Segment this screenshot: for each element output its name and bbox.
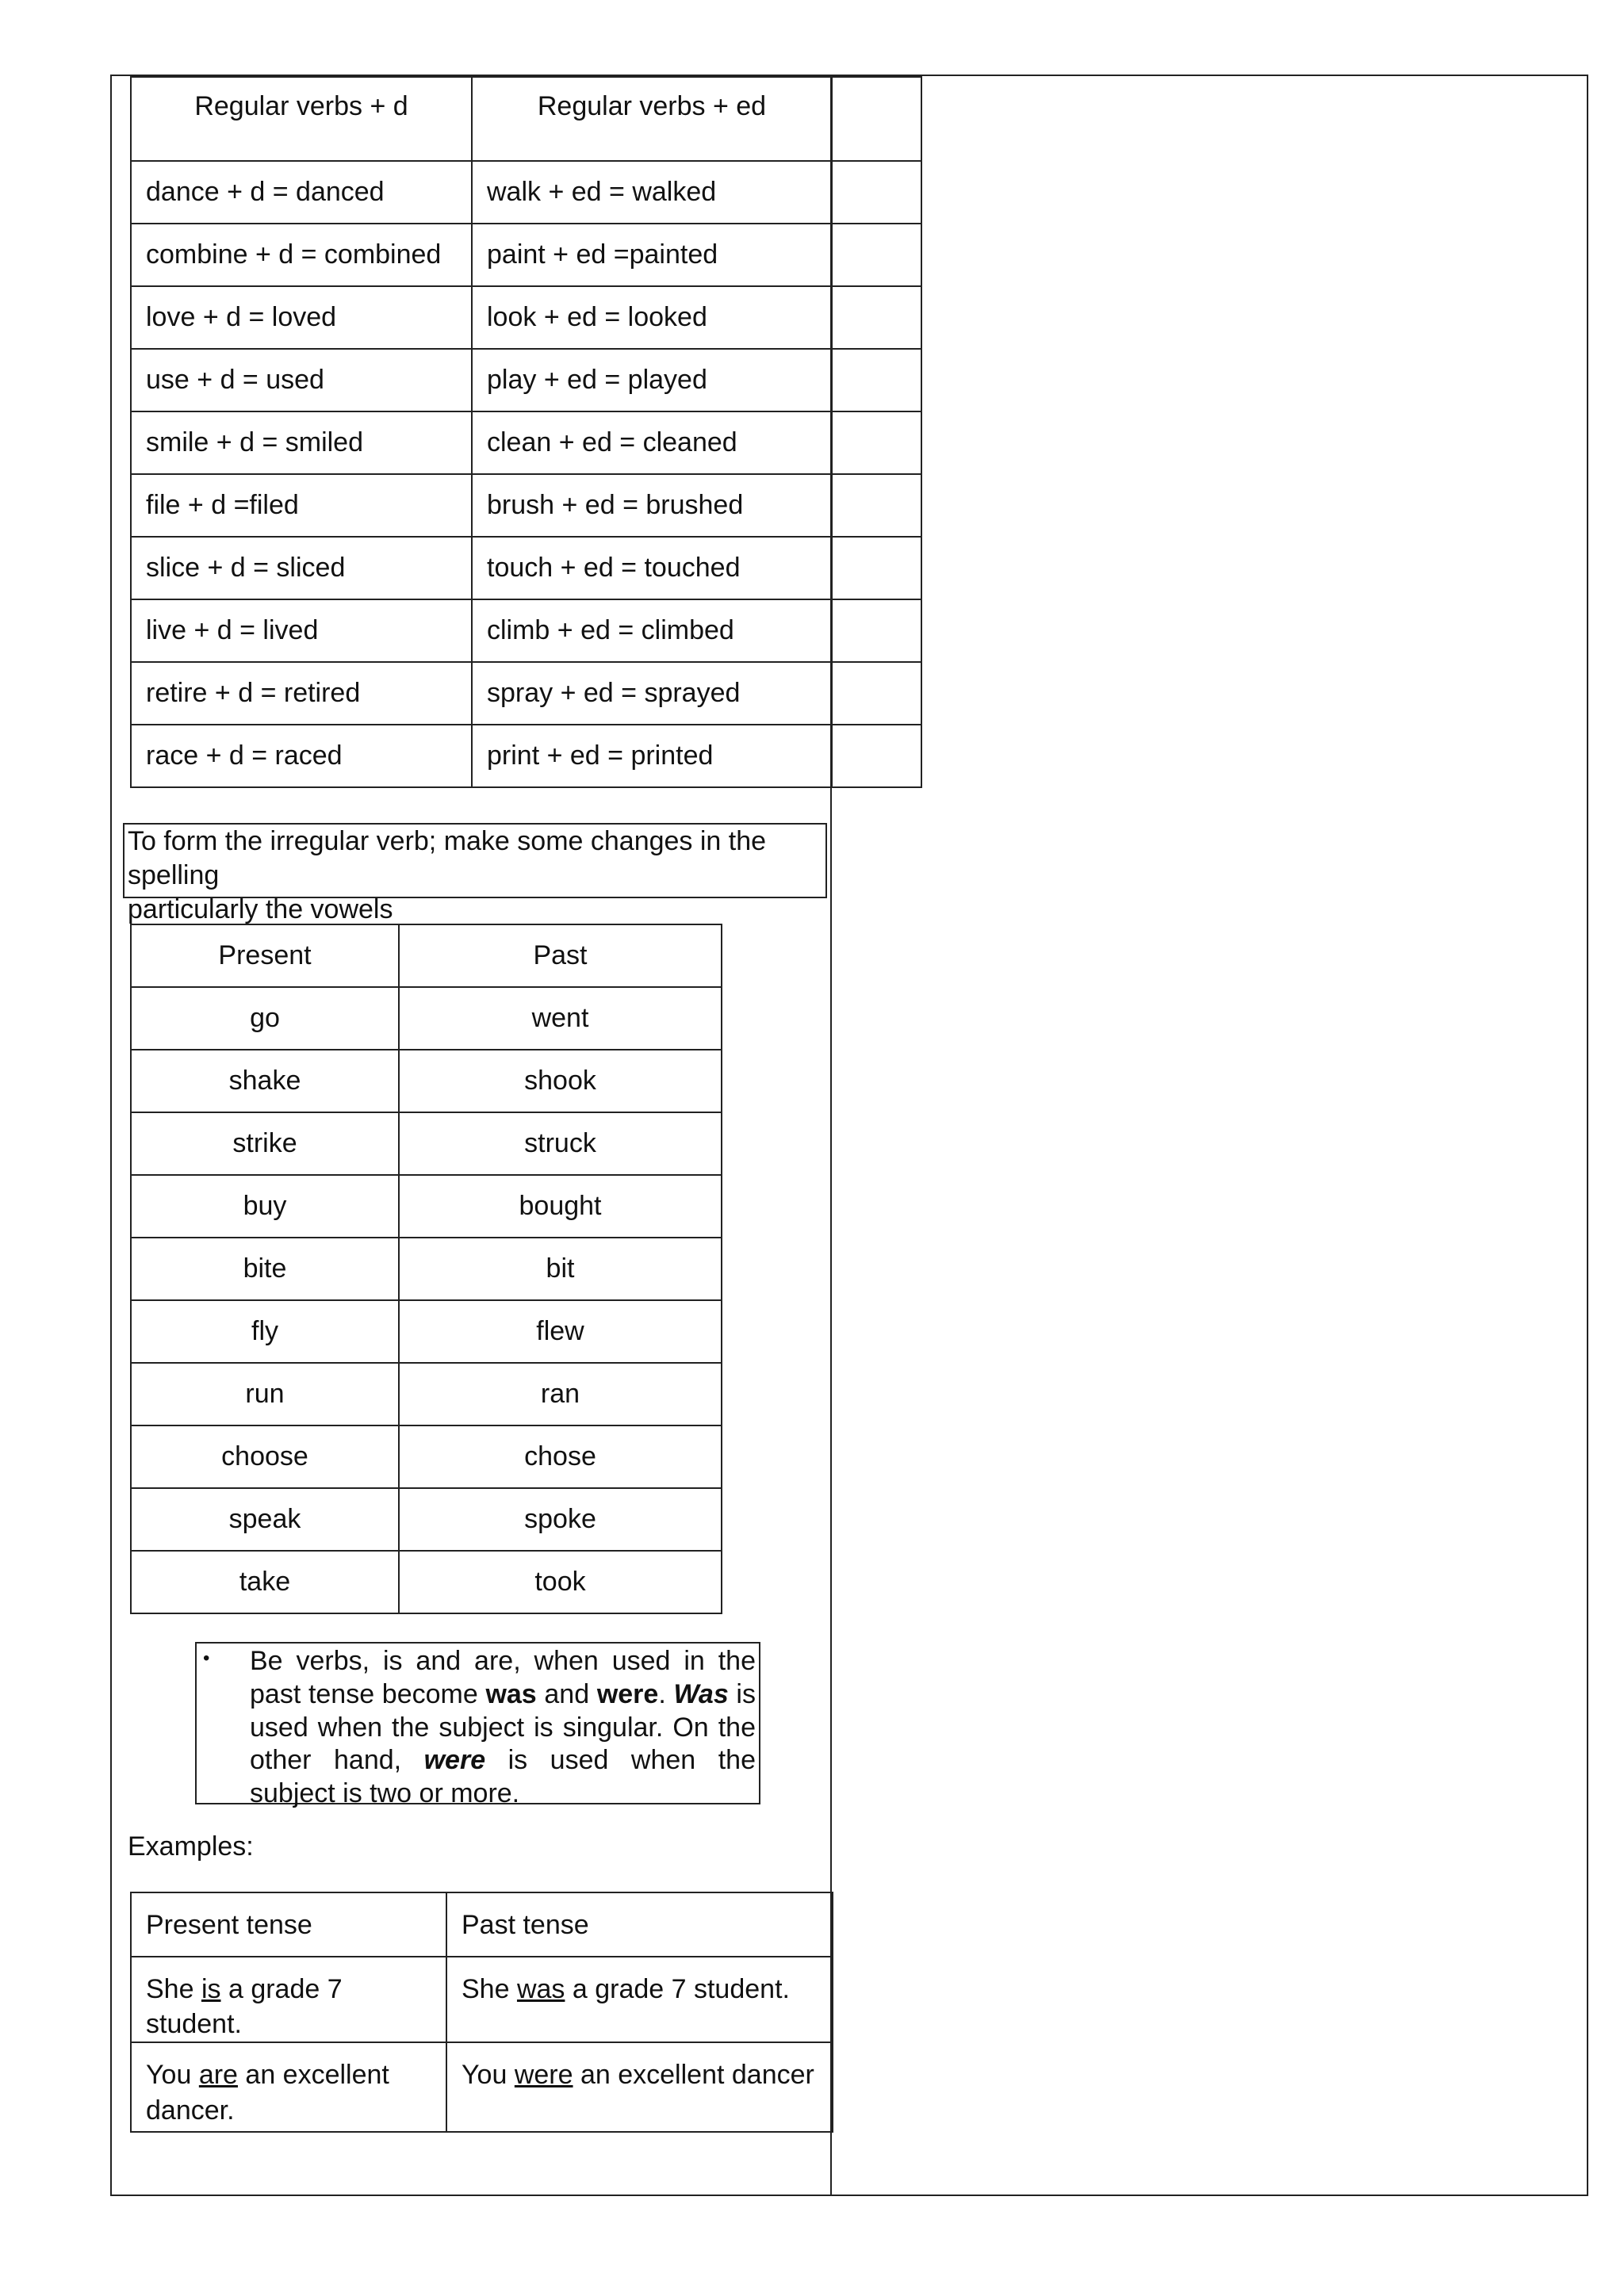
cell-present: shake bbox=[131, 1050, 399, 1112]
table-row bbox=[131, 537, 921, 599]
cell-past: flew bbox=[399, 1300, 722, 1363]
cell-ed: paint + ed =painted bbox=[472, 224, 832, 286]
cell-ed: brush + ed = brushed bbox=[472, 474, 832, 537]
text-run: is used when the subject is singular. On the other hand, bbox=[250, 1678, 756, 1776]
empty-cell bbox=[832, 662, 921, 725]
text-bold-italic: were bbox=[423, 1745, 486, 1776]
table-row bbox=[131, 1112, 722, 1175]
header-past-tense: Past tense bbox=[446, 1892, 833, 1957]
cell-d: use + d = used bbox=[131, 349, 472, 411]
cell-present: strike bbox=[131, 1112, 399, 1175]
cell-ed: touch + ed = touched bbox=[472, 537, 832, 599]
cell-present: run bbox=[131, 1363, 399, 1425]
text-run: and bbox=[536, 1678, 597, 1709]
header-present: Present bbox=[131, 924, 399, 987]
table-row bbox=[131, 1957, 833, 2042]
cell-past: struck bbox=[399, 1112, 722, 1175]
cell-ed: clean + ed = cleaned bbox=[472, 411, 832, 474]
table-row bbox=[131, 599, 921, 662]
table-row bbox=[131, 987, 722, 1050]
cell-d: love + d = loved bbox=[131, 286, 472, 349]
irregular-verbs-table bbox=[130, 924, 722, 1614]
table-header-row bbox=[131, 924, 722, 987]
table-row bbox=[131, 1425, 722, 1488]
header-past: Past bbox=[399, 924, 722, 987]
example-present: You are an excellent dancer. bbox=[131, 2042, 446, 2132]
table-row bbox=[131, 725, 921, 787]
example-present: She is a grade 7 student. bbox=[131, 1957, 446, 2042]
be-verbs-text bbox=[250, 1645, 756, 1811]
cell-ed: walk + ed = walked bbox=[472, 161, 832, 224]
cell-d: dance + d = danced bbox=[131, 161, 472, 224]
cell-d: slice + d = sliced bbox=[131, 537, 472, 599]
empty-cell bbox=[832, 77, 921, 161]
cell-past: went bbox=[399, 987, 722, 1050]
table-row bbox=[131, 224, 921, 286]
table-row bbox=[131, 1551, 722, 1613]
be-verbs-note bbox=[195, 1642, 760, 1809]
cell-ed: spray + ed = sprayed bbox=[472, 662, 832, 725]
cell-present: choose bbox=[131, 1425, 399, 1488]
underlined-verb: are bbox=[198, 2060, 238, 2091]
empty-cell bbox=[832, 725, 921, 787]
underlined-verb: were bbox=[514, 2060, 573, 2091]
underlined-verb: was bbox=[516, 1974, 565, 2004]
cell-ed: print + ed = printed bbox=[472, 725, 832, 787]
cell-present: take bbox=[131, 1551, 399, 1613]
table-row bbox=[131, 1300, 722, 1363]
examples-table bbox=[130, 1892, 833, 2133]
header-regular-ed: Regular verbs + ed bbox=[472, 77, 832, 161]
header-regular-d: Regular verbs + d bbox=[131, 77, 472, 161]
cell-d: smile + d = smiled bbox=[131, 411, 472, 474]
table-row bbox=[131, 411, 921, 474]
cell-ed: play + ed = played bbox=[472, 349, 832, 411]
cell-past: bought bbox=[399, 1175, 722, 1238]
text-run: . bbox=[658, 1678, 674, 1709]
cell-past: ran bbox=[399, 1363, 722, 1425]
cell-d: retire + d = retired bbox=[131, 662, 472, 725]
cell-past: shook bbox=[399, 1050, 722, 1112]
note-line: particularly the vowels bbox=[128, 894, 393, 925]
cell-past: bit bbox=[399, 1238, 722, 1300]
text-bold: was bbox=[485, 1678, 537, 1709]
irregular-verb-note bbox=[123, 823, 827, 925]
table-header-row bbox=[131, 1892, 833, 1957]
cell-d: file + d =filed bbox=[131, 474, 472, 537]
examples-label: Examples: bbox=[128, 1831, 254, 1862]
table-row bbox=[131, 1175, 722, 1238]
table-row bbox=[131, 1050, 722, 1112]
cell-present: bite bbox=[131, 1238, 399, 1300]
cell-ed: climb + ed = climbed bbox=[472, 599, 832, 662]
text-bold-italic: Was bbox=[673, 1678, 729, 1709]
cell-ed: look + ed = looked bbox=[472, 286, 832, 349]
bullet-icon: • bbox=[203, 1647, 210, 1669]
table-row bbox=[131, 474, 921, 537]
regular-verbs-table bbox=[130, 76, 922, 788]
empty-cell bbox=[832, 349, 921, 411]
example-past: You were an excellent dancer bbox=[446, 2042, 833, 2132]
empty-cell bbox=[832, 474, 921, 537]
empty-cell bbox=[832, 161, 921, 224]
empty-cell bbox=[832, 224, 921, 286]
text-run: is used when the subject is two or more. bbox=[250, 1745, 756, 1809]
note-line: To form the irregular verb; make some changes in the spelling bbox=[128, 826, 767, 891]
cell-past: chose bbox=[399, 1425, 722, 1488]
table-row bbox=[131, 662, 921, 725]
table-header-row bbox=[131, 77, 921, 161]
cell-d: race + d = raced bbox=[131, 725, 472, 787]
table-row bbox=[131, 286, 921, 349]
cell-past: took bbox=[399, 1551, 722, 1613]
example-past: She was a grade 7 student. bbox=[446, 1957, 833, 2042]
cell-present: fly bbox=[131, 1300, 399, 1363]
table-row bbox=[131, 349, 921, 411]
cell-present: buy bbox=[131, 1175, 399, 1238]
empty-cell bbox=[832, 599, 921, 662]
header-present-tense: Present tense bbox=[131, 1892, 446, 1957]
table-row bbox=[131, 161, 921, 224]
underlined-verb: is bbox=[201, 1974, 221, 2004]
cell-present: go bbox=[131, 987, 399, 1050]
cell-d: combine + d = combined bbox=[131, 224, 472, 286]
empty-cell bbox=[832, 537, 921, 599]
table-row bbox=[131, 1488, 722, 1551]
text-bold: were bbox=[596, 1678, 659, 1709]
cell-d: live + d = lived bbox=[131, 599, 472, 662]
table-row bbox=[131, 1363, 722, 1425]
cell-past: spoke bbox=[399, 1488, 722, 1551]
empty-cell bbox=[832, 286, 921, 349]
empty-cell bbox=[832, 411, 921, 474]
cell-present: speak bbox=[131, 1488, 399, 1551]
table-row bbox=[131, 1238, 722, 1300]
text-run: Be verbs, is and are, when used in the past tense become bbox=[250, 1646, 756, 1709]
table-row bbox=[131, 2042, 833, 2132]
